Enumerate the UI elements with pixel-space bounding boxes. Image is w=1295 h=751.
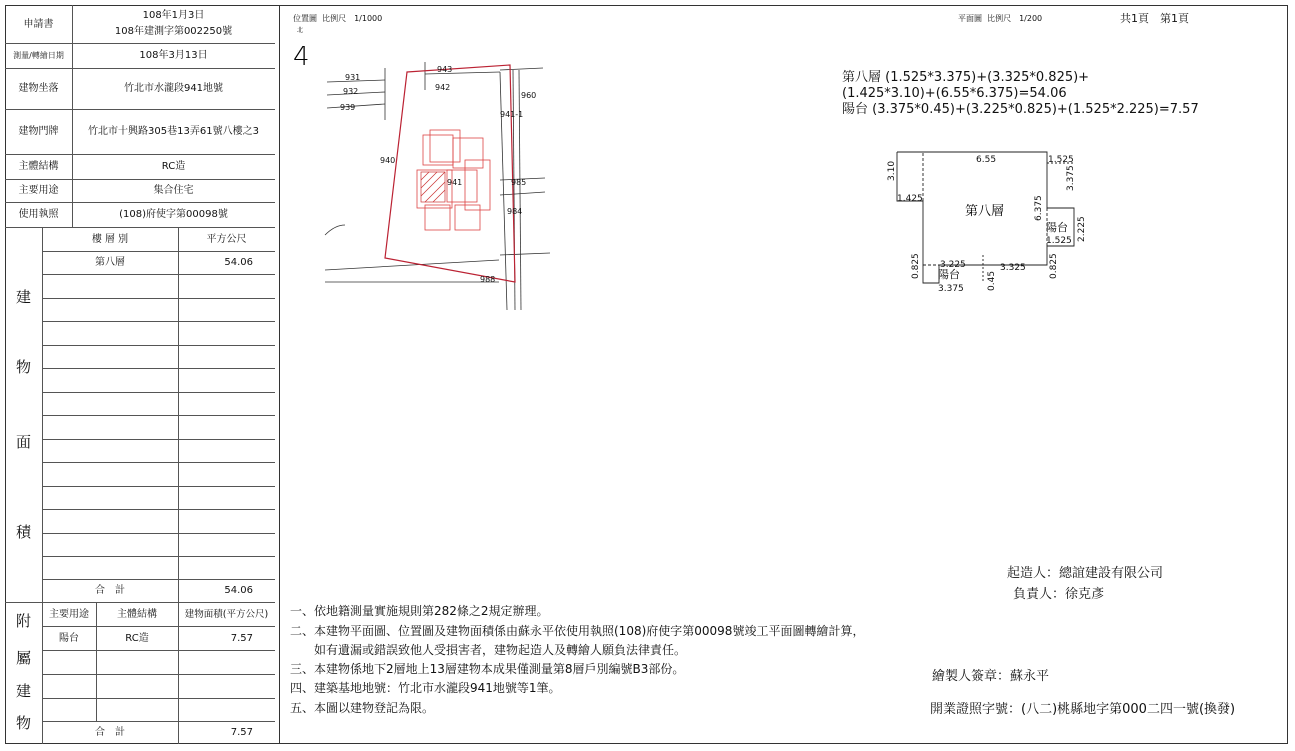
note-5: 五、本圖以建物登記為限。 xyxy=(290,701,435,715)
col-attached-area-header: 建物面積(平方公尺) xyxy=(184,608,269,620)
side-char: 物 xyxy=(15,357,31,376)
lot-label: 943 xyxy=(437,65,453,74)
total-area: 54.06 xyxy=(224,585,253,596)
lot-label: 985 xyxy=(511,178,527,187)
dim-label: 3.325 xyxy=(1000,263,1026,273)
dim-label: 0.825 xyxy=(1049,253,1059,279)
lot-label: 942 xyxy=(435,83,451,92)
balcony-label: 陽台 xyxy=(1046,221,1068,234)
note-3: 三、本建物係地下2層地上13層建物本成果僅測量第8層戶別編號B3部份。 xyxy=(290,662,685,676)
license-label: 使用執照 xyxy=(18,209,59,220)
lot-label: 940 xyxy=(380,156,396,165)
dim-label: 2.225 xyxy=(1077,216,1087,242)
table-row-structure: RC造 xyxy=(125,632,149,644)
col-area-header: 平方公尺 xyxy=(206,233,247,245)
table-row-floor: 第八層 xyxy=(95,257,125,268)
lot-label: 939 xyxy=(340,103,356,112)
col-structure-header: 主體結構 xyxy=(117,608,157,620)
builder: 起造人：總誼建設有限公司 xyxy=(1007,566,1164,581)
note-4: 四、建築基地地號：竹北市水瀧段941地號等1筆。 xyxy=(290,681,561,695)
dim-label: 3.225 xyxy=(940,260,966,270)
apply-date: 108年1月3日 xyxy=(142,10,205,21)
table-row-usage: 陽台 xyxy=(59,632,79,644)
table-row-area: 54.06 xyxy=(224,257,253,268)
lot-label: 941 xyxy=(447,178,463,187)
license-value: (108)府使字第00098號 xyxy=(119,209,228,220)
dim-label: 0.45 xyxy=(987,270,997,291)
dim-label: 1.525 xyxy=(1048,155,1074,165)
license-no: 開業證照字號：(八二)桃縣地字第000二四一號(換發) xyxy=(930,702,1236,717)
table-row-area: 7.57 xyxy=(230,632,253,644)
north-arrow-icon: 4 xyxy=(293,42,310,72)
total-label: 合 計 xyxy=(95,585,125,596)
drafter: 繪製人簽章：蘇永平 xyxy=(932,669,1050,684)
col-floor-header: 樓 層 別 xyxy=(91,233,129,245)
lot-label: 931 xyxy=(345,73,361,82)
lot-label: 988 xyxy=(480,275,496,284)
dim-label: 3.375 xyxy=(938,284,964,294)
apply-no: 108年建測字第002250號 xyxy=(114,26,233,37)
attached-total-label: 合 計 xyxy=(95,727,125,738)
side-char: 建 xyxy=(15,287,31,306)
location-map-title: 位置圖 比例尺 1/1000 xyxy=(293,14,383,23)
balcony-label: 陽台 xyxy=(938,268,960,281)
dim-label: 3.10 xyxy=(887,160,897,181)
dim-label: 0.825 xyxy=(911,253,921,279)
col-usage-header: 主要用途 xyxy=(49,608,89,620)
area-calculation: 第八層 (1.525*3.375)+(3.325*0.825)+ (1.425*3.10)+(6.55*6.375)=54.06 陽台 (3.375*0.45)+(3.225*0.825)+(1.525*2.225)=7.57 xyxy=(842,70,1199,117)
usage-value: 集合住宅 xyxy=(153,185,194,196)
dim-label: 6.55 xyxy=(976,155,997,165)
apply-label: 申請書 xyxy=(23,18,54,30)
note-2: 二、本建物平面圖、位置圖及建物面積係由蘇永平依使用執照(108)府使字第00098號竣工平面圖轉繪計算， xyxy=(290,624,865,638)
dim-label: 1.525 xyxy=(1046,236,1072,246)
dim-label: 1.425 xyxy=(897,194,923,204)
page-indicator: 共1頁 第1頁 xyxy=(1120,12,1189,25)
address-value: 竹北市十興路305巷13弄61號八樓之3 xyxy=(88,126,259,137)
structure-value: RC造 xyxy=(161,161,186,172)
side-char: 屬 xyxy=(15,648,31,667)
note-1: 一、依地籍測量實施規則第282條之2規定辦理。 xyxy=(290,604,549,618)
lot-label: 984 xyxy=(507,207,523,216)
floor-plan-title: 平面圖 比例尺 1/200 xyxy=(958,14,1043,23)
survey-date-label: 測量/轉繪日期 xyxy=(13,51,64,60)
survey-date: 108年3月13日 xyxy=(139,50,208,61)
attached-total: 7.57 xyxy=(230,727,253,738)
lot-label: 932 xyxy=(343,87,359,96)
owner: 負責人：徐克彥 xyxy=(1013,587,1105,602)
note-2b: 如有遺漏或錯誤致他人受損害者，建物起造人及轉繪人願負法律責任。 xyxy=(290,643,687,657)
floor-plan xyxy=(880,145,1090,305)
side-char: 物 xyxy=(15,713,31,732)
info-table xyxy=(5,5,280,744)
side-char: 面 xyxy=(15,432,31,451)
location-label: 建物坐落 xyxy=(18,83,59,94)
lot-label: 960 xyxy=(521,91,537,100)
structure-label: 主體結構 xyxy=(18,161,59,172)
side-char: 建 xyxy=(15,681,31,700)
side-char: 積 xyxy=(15,522,31,541)
side-char: 附 xyxy=(15,611,31,630)
location-map xyxy=(285,20,575,320)
location-value: 竹北市水瀧段941地號 xyxy=(123,83,224,94)
dim-label: 6.375 xyxy=(1034,195,1044,221)
usage-label: 主要用途 xyxy=(18,185,59,196)
north-small: 北 xyxy=(297,27,304,34)
dim-label: 3.375 xyxy=(1066,165,1076,191)
floor-label: 第八層 xyxy=(965,204,1005,219)
lot-label: 941-1 xyxy=(500,110,524,119)
address-label: 建物門牌 xyxy=(18,126,59,137)
